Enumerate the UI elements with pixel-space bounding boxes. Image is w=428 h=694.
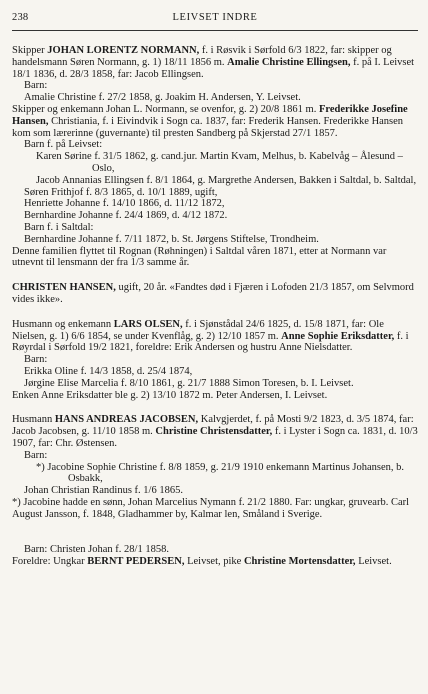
child-entry: Jacob Annanias Ellingsen f. 8/1 1864, g. Margrethe Andersen, Bakken i Saltdal, b. Saltdal,: [36, 174, 417, 186]
child-entry: Bernhardine Johanne f. 7/11 1872, b. St. Jørgens Stiftelse, Trondheim.: [24, 233, 319, 245]
page-content: [12, 45, 418, 568]
child-entry: Amalie Christine f. 27/2 1858, g. Joakim H. Andersen, Y. Leivset.: [24, 92, 301, 104]
entry-normann-marriage2: Skipper og enkemann Johan L. Normann, se ovenfor, g. 2) 20/8 1861 m. Frederikke Josefine Hansen, Christiania, f. i Eivindvik i Sogn ca. 1837, far: Frederik Hansen. Frederikke Hansen kom som lærerinne (guvernante) til presten Sandberg på Skjerstad 27/1 1857.: [12, 103, 408, 139]
page-number: 238: [12, 12, 29, 23]
child-entry: Jørgine Elise Marcelia f. 8/10 1861, g. 21/7 1888 Simon Toresen, b. I. Leivset.: [24, 377, 354, 389]
spouse-name: Amalie Christine Ellingsen,: [227, 56, 351, 68]
family-note: Denne familien flyttet til Rognan (Røhningen) i Saltdal våren 1871, etter at Normann var utnevnt til lensmann der fra 1/3 samme år.: [12, 245, 387, 269]
children-label: Barn f. i Saltdal:: [24, 221, 94, 233]
spouse-name: Christine Christensdatter,: [155, 426, 273, 438]
entry-normann-marriage1: Skipper JOHAN LORENTZ NORMANN, f. i Røsvik i Sørfold 6/3 1822, far: skipper og handelsmann Søren Normann, g. 1) 18/11 1856 m. Amalie Christine Ellingsen, f. på I. Leivset 18/1 1836, d. 28/3 1858, far: Jacob Ellingsen.: [12, 45, 415, 80]
person-name: BERNT PEDERSEN,: [87, 556, 185, 568]
entry-lars-olsen: Husmann og enkemann LARS OLSEN, f. i Sjønstådal 24/6 1825, d. 15/8 1871, far: Ole Nielsen, g. 1) 6/6 1854, se under Kvenflåg, g. 2) 12/10 1857 m. Anne Sophie Eriksdatter, f. i Røyrdal i Sørfold 19/2 1821, foreldre: Erik Andersen og hustru Anne Nielsdatter.: [12, 318, 409, 354]
entry-christen-hansen: CHRISTEN HANSEN, ugift, 20 år. «Fandtes død i Fjæren i Lofoden 21/3 1857, om Selvmord vides ikke».: [12, 282, 414, 305]
spouse-name: Anne Sophie Eriksdatter,: [281, 330, 395, 342]
person-name: Christine Mortensdatter,: [243, 556, 356, 568]
footnote: *) Jacobine hadde en sønn, Johan Marcelius Nymann f. 21/2 1880. Far: ungkar, gruvearb. Carl August Jansson, f. 1848, Gladhammer by, Kalmar len, Småland i Sverige.: [12, 496, 410, 520]
person-name: HANS ANDREAS JACOBSEN,: [54, 414, 199, 426]
entry-hans-andreas-jacobsen: Husmann HANS ANDREAS JACOBSEN, Kalvgjerdet, f. på Mosti 9/2 1823, d. 3/5 1874, far: Jacob Jacobsen, g. 11/10 1858 m. Christine Christensdatter, f. i Lyster i Sogn ca. 1831, d. 10/3 1907, far: Chr. Østensen.: [12, 414, 418, 449]
header-rule: [12, 30, 418, 31]
children-label: Barn f. på Leivset:: [24, 139, 103, 151]
person-name: LARS OLSEN,: [113, 318, 183, 330]
child-entry: Johan Christian Randinus f. 1/6 1865.: [24, 485, 183, 497]
children-label: Barn:: [24, 80, 48, 92]
running-head: [12, 8, 418, 24]
child-entry: Barn: Christen Johan f. 28/1 1858.: [24, 544, 169, 556]
children-label: Barn:: [24, 449, 48, 461]
child-entry: Henriette Johanne f. 14/10 1866, d. 11/12 1872,: [24, 198, 225, 210]
child-entry: *) Jacobine Sophie Christine f. 8/8 1859, g. 21/9 1910 enkemann Martinus Johansen, b. Osbakk,: [36, 461, 405, 485]
person-name: JOHAN LORENTZ NORMANN,: [47, 45, 200, 56]
child-entry: Søren Frithjof f. 8/3 1865, d. 10/1 1889, ugift,: [24, 186, 218, 198]
widow-remarriage: Enken Anne Eriksdatter ble g. 2) 13/10 1872 m. Peter Andersen, I. Leivset.: [12, 389, 328, 401]
running-title: LEIVSET INDRE: [172, 12, 258, 23]
entry-parents: Foreldre: Ungkar BERNT PEDERSEN, Leivset, pike Christine Mortensdatter, Leivset.: [12, 556, 392, 568]
child-entry: Bernhardine Johanne f. 24/4 1869, d. 4/12 1872.: [24, 210, 228, 222]
child-entry: Erikka Oline f. 14/3 1858, d. 25/4 1874,: [24, 365, 193, 377]
child-entry: Karen Sørine f. 31/5 1862, g. cand.jur. Martin Kvam, Melhus, b. Kabelvåg – Ålesund – Oslo,: [36, 151, 403, 174]
children-label: Barn:: [24, 354, 48, 366]
person-name: CHRISTEN HANSEN,: [12, 282, 116, 294]
spouse-name: Frederikke Josefine Hansen,: [12, 103, 408, 127]
